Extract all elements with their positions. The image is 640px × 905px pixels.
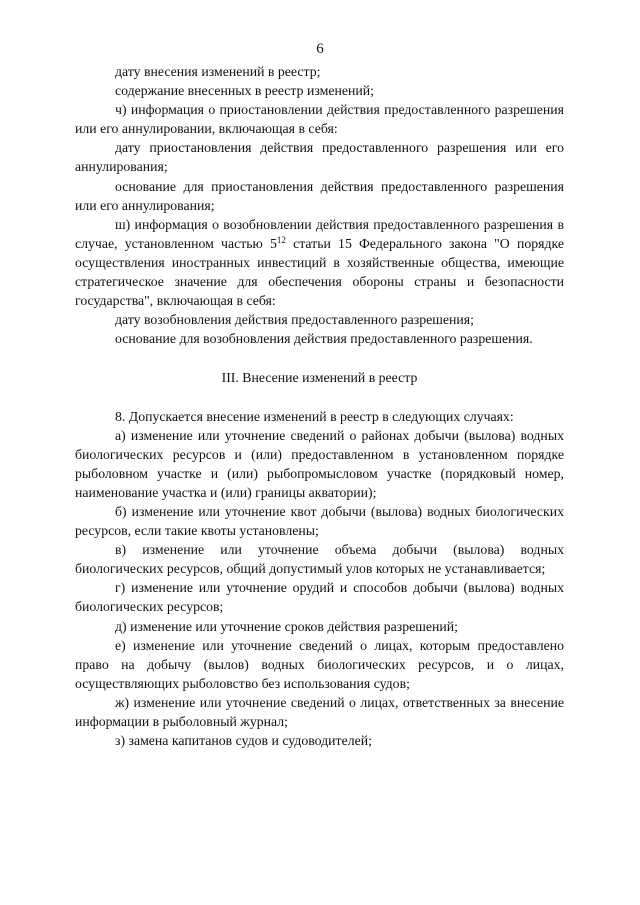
paragraph: содержание внесенных в реестр изменений; bbox=[115, 83, 374, 99]
paragraph: основание для возобновления действия предоставленного разрешения. bbox=[115, 331, 533, 347]
paragraph: ж) изменение или уточнение сведений о лицах, ответственных за внесение информации в рыболовный журнал; bbox=[75, 694, 564, 729]
paragraph: з) замена капитанов судов и судоводителей; bbox=[115, 733, 372, 749]
document-body bbox=[75, 62, 564, 750]
item-sh-text-before: ш) информация о возобновлении действия предоставленного разрешения в случае, установленном частью 5 bbox=[75, 216, 564, 251]
paragraph: а) изменение или уточнение сведений о районах добычи (вылова) водных биологических ресурсов и (или) предоставленном в установленном порядке рыболовном участке и (или) рыбопромысловом участке (порядковый номер, наименование участка и (или) границы акватории); bbox=[75, 427, 564, 500]
paragraph: г) изменение или уточнение орудий и способов добычи (вылова) водных биологических ресурсов; bbox=[75, 580, 564, 615]
paragraph: дату приостановления действия предоставленного разрешения или его аннулирования; bbox=[75, 140, 564, 175]
item-sh-text-after: статьи 15 Федерального закона "О порядке осуществления иностранных инвестиций в хозяйственные общества, имеющие стратегическое значение для обеспечения обороны страны и безопасности государства", включающая в себя: bbox=[75, 235, 564, 309]
paragraph: дату внесения изменений в реестр; bbox=[115, 64, 321, 79]
superscript-12: 12 bbox=[276, 234, 286, 245]
page-number: 6 bbox=[316, 41, 324, 57]
paragraph: е) изменение или уточнение сведений о лицах, которым предоставлено право на добычу (вылов) водных биологических ресурсов, и о лицах, осуществляющих рыболовство без использования судов; bbox=[75, 637, 564, 691]
paragraph: д) изменение или уточнение сроков действия разрешений; bbox=[115, 618, 458, 634]
paragraph: 8. Допускается внесение изменений в реестр в следующих случаях: bbox=[115, 408, 514, 424]
paragraph: в) изменение или уточнение объема добычи (вылова) водных биологических ресурсов, общий допустимый улов которых не устанавливается; bbox=[75, 542, 564, 577]
paragraph: ч) информация о приостановлении действия предоставленного разрешения или его аннулировании, включающая в себя: bbox=[75, 102, 564, 137]
paragraph: основание для приостановления действия предоставленного разрешения или его аннулирования; bbox=[75, 178, 564, 213]
section-heading: III. Внесение изменений в реестр bbox=[221, 370, 418, 386]
paragraph: дату возобновления действия предоставленного разрешения; bbox=[115, 312, 474, 328]
paragraph-item-sh bbox=[75, 215, 564, 310]
paragraph: б) изменение или уточнение квот добычи (вылова) водных биологических ресурсов, если такие квоты установлены; bbox=[75, 503, 564, 539]
